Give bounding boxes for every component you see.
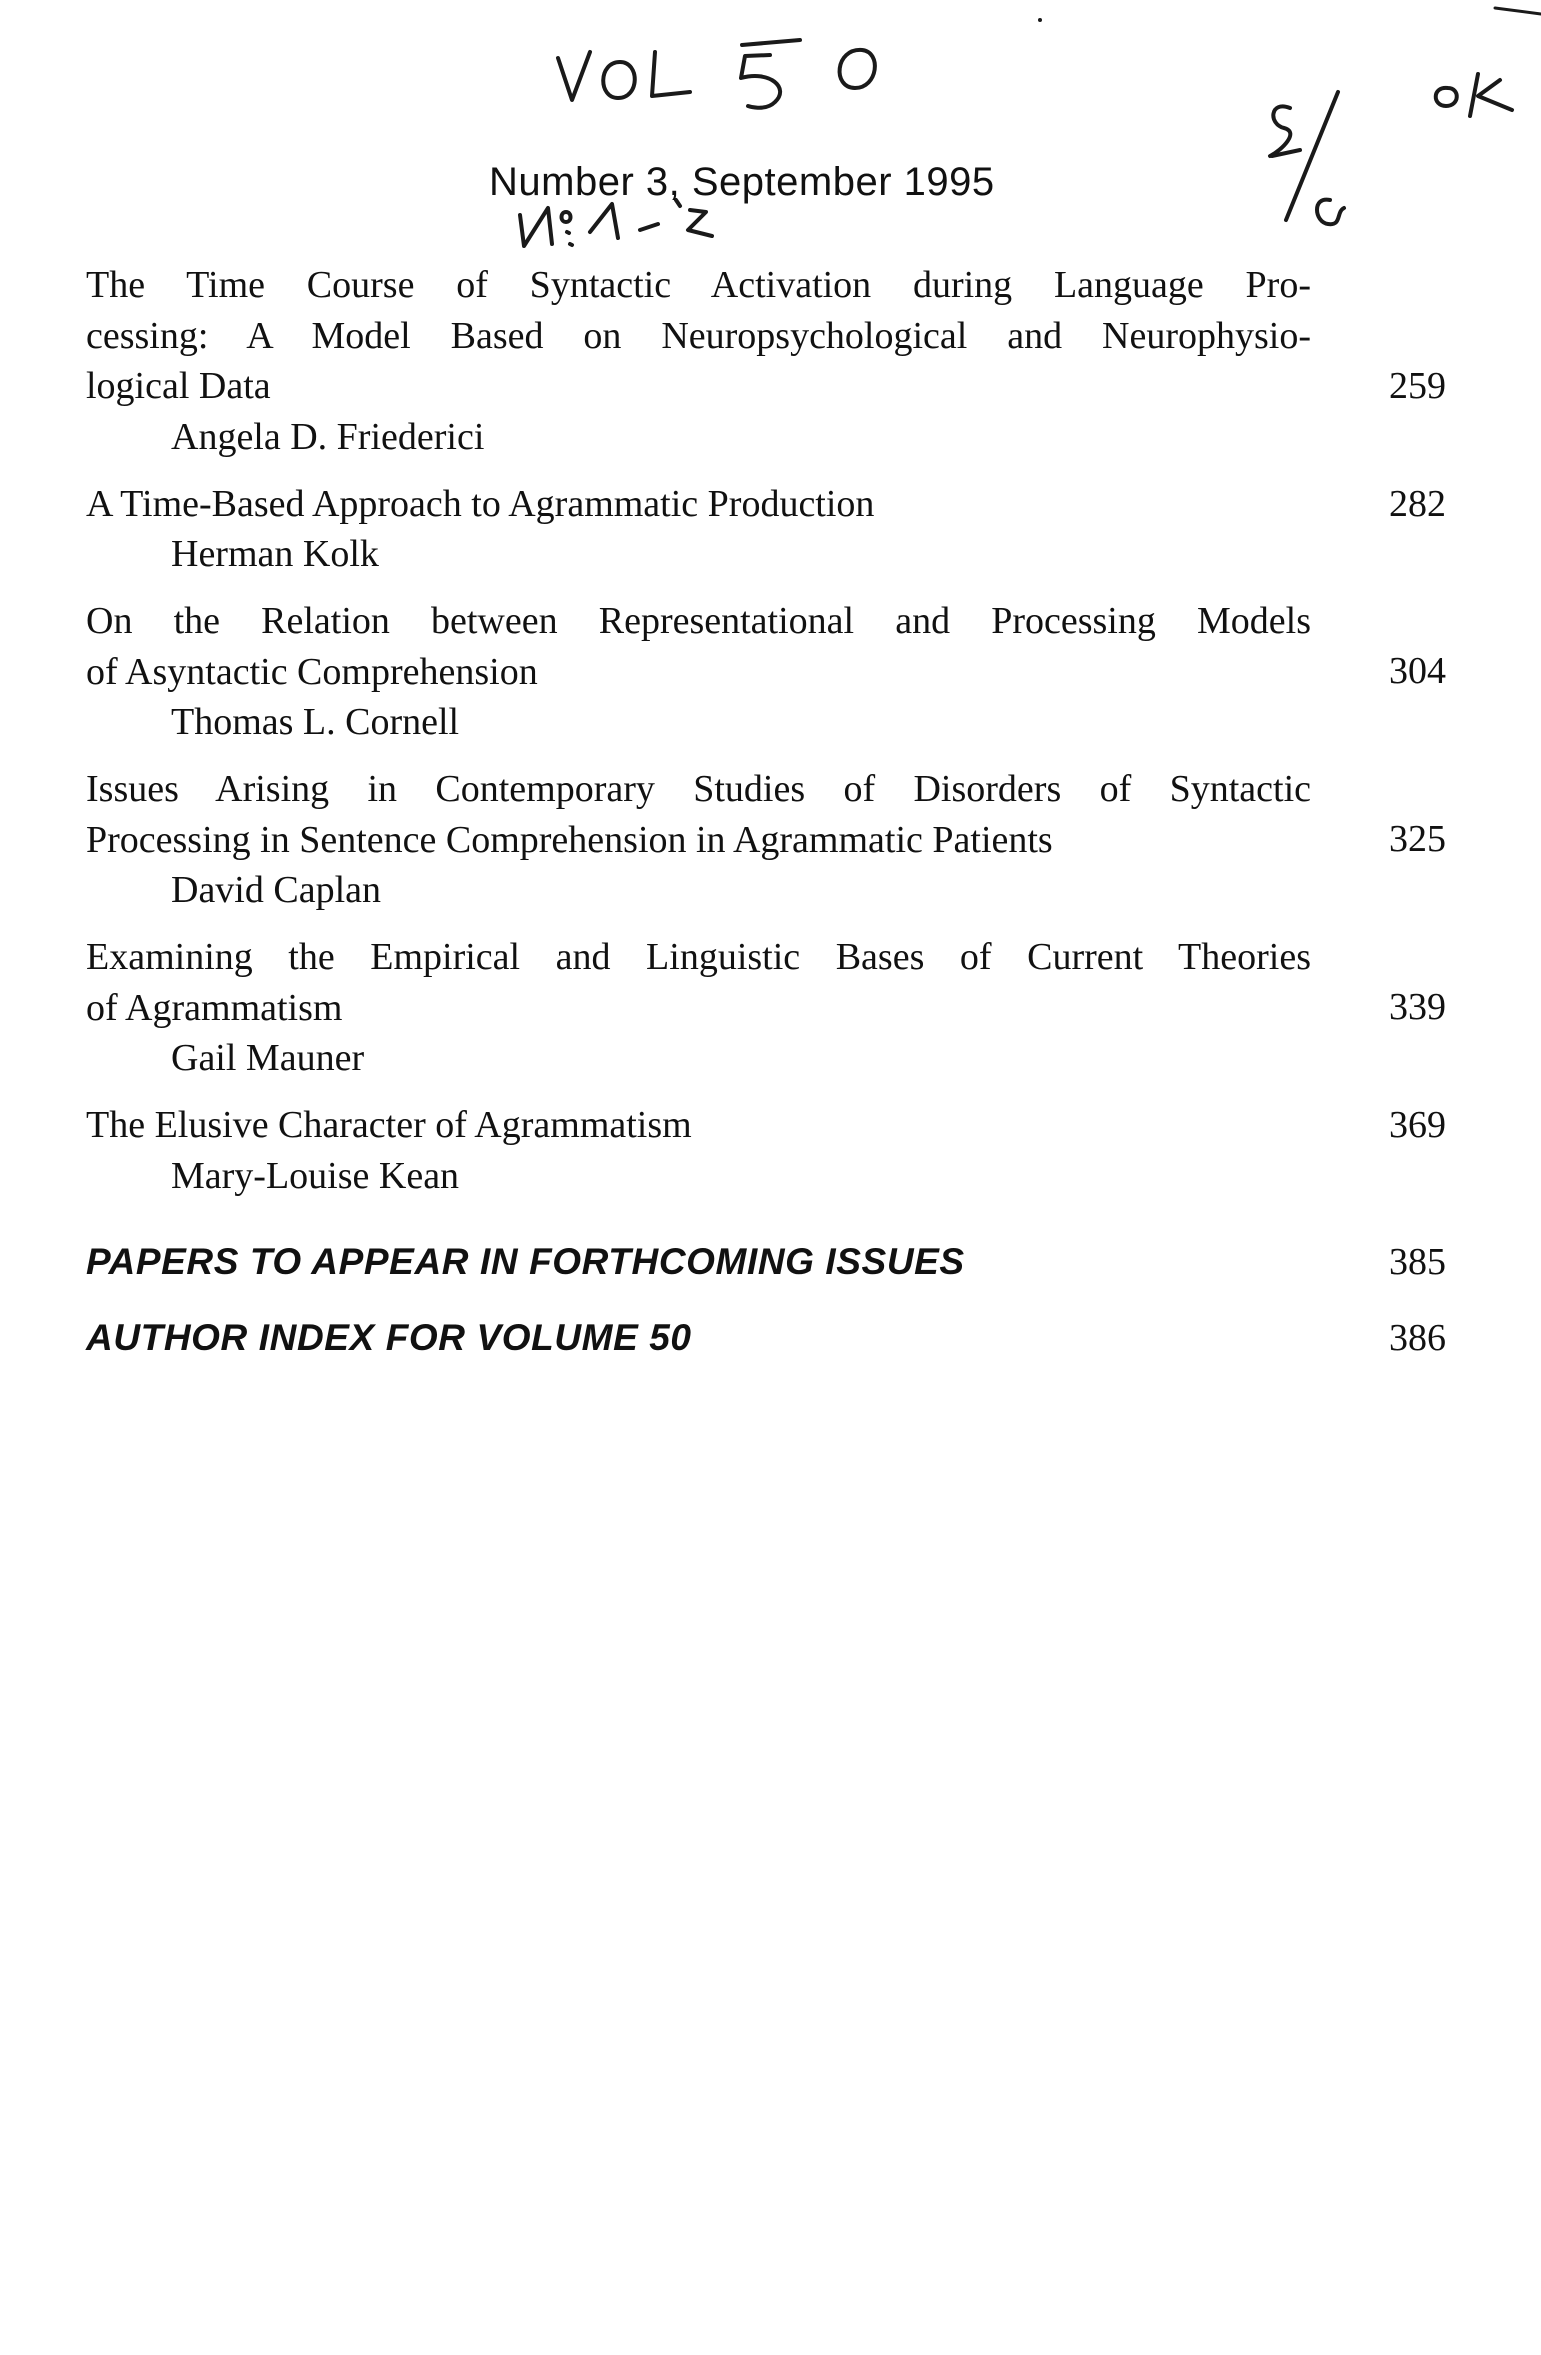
article-author: Gail Mauner (171, 1037, 365, 1079)
title-line: The Elusive Character of Agrammatism (86, 1104, 692, 1146)
title-line: The Time Course of Syntactic Activation during Language Pro- (86, 264, 1311, 306)
article-author: Mary-Louise Kean (171, 1154, 460, 1197)
page-number: 369 (1389, 1104, 1446, 1146)
section-entry (86, 1313, 1446, 1389)
section-title: PAPERS TO APPEAR IN FORTHCOMING ISSUES (86, 1240, 965, 1282)
page-number: 325 (1389, 818, 1446, 860)
title-line: of Agrammatism (86, 986, 343, 1029)
title-line: On the Relation between Representational and Processing Models (86, 600, 1311, 642)
section-entry (86, 1237, 1446, 1313)
title-line: cessing: A Model Based on Neuropsychological and Neurophysio- (86, 314, 1311, 357)
title-line: logical Data (86, 365, 271, 407)
article-title (86, 764, 1311, 865)
article-title (86, 479, 1311, 530)
title-line: A Time-Based Approach to Agrammatic Production (86, 482, 875, 525)
article-title (86, 260, 1311, 412)
title-line: Issues Arising in Contemporary Studies of Disorders of Syntactic (86, 768, 1311, 810)
title-line: of Asyntactic Comprehension (86, 650, 538, 693)
article-author: Thomas L. Cornell (171, 701, 460, 743)
title-line: Processing in Sentence Comprehension in Agrammatic Patients (86, 818, 1053, 861)
toc-entry (86, 932, 1446, 1083)
table-of-contents (86, 260, 1446, 1389)
issue-header: Number 3, September 1995 (489, 160, 995, 204)
toc-entry (86, 1100, 1446, 1201)
article-author: Angela D. Friederici (171, 415, 485, 458)
title-line: Examining the Empirical and Linguistic Bases of Current Theories (86, 936, 1311, 978)
article-author: Herman Kolk (171, 533, 379, 575)
toc-entry (86, 260, 1446, 462)
article-title (86, 596, 1311, 697)
section-title: AUTHOR INDEX FOR VOLUME 50 (86, 1316, 692, 1358)
page-number: 282 (1389, 482, 1446, 525)
article-title (86, 1100, 1311, 1151)
toc-entry (86, 479, 1446, 580)
article-author: David Caplan (171, 869, 382, 911)
toc-entry (86, 764, 1446, 915)
article-title (86, 932, 1311, 1033)
page-number: 386 (1389, 1316, 1446, 1359)
page-number: 304 (1389, 650, 1446, 692)
page-number: 259 (1389, 365, 1446, 407)
page-number: 385 (1389, 1240, 1446, 1283)
toc-entry (86, 596, 1446, 747)
page-number: 339 (1389, 986, 1446, 1028)
